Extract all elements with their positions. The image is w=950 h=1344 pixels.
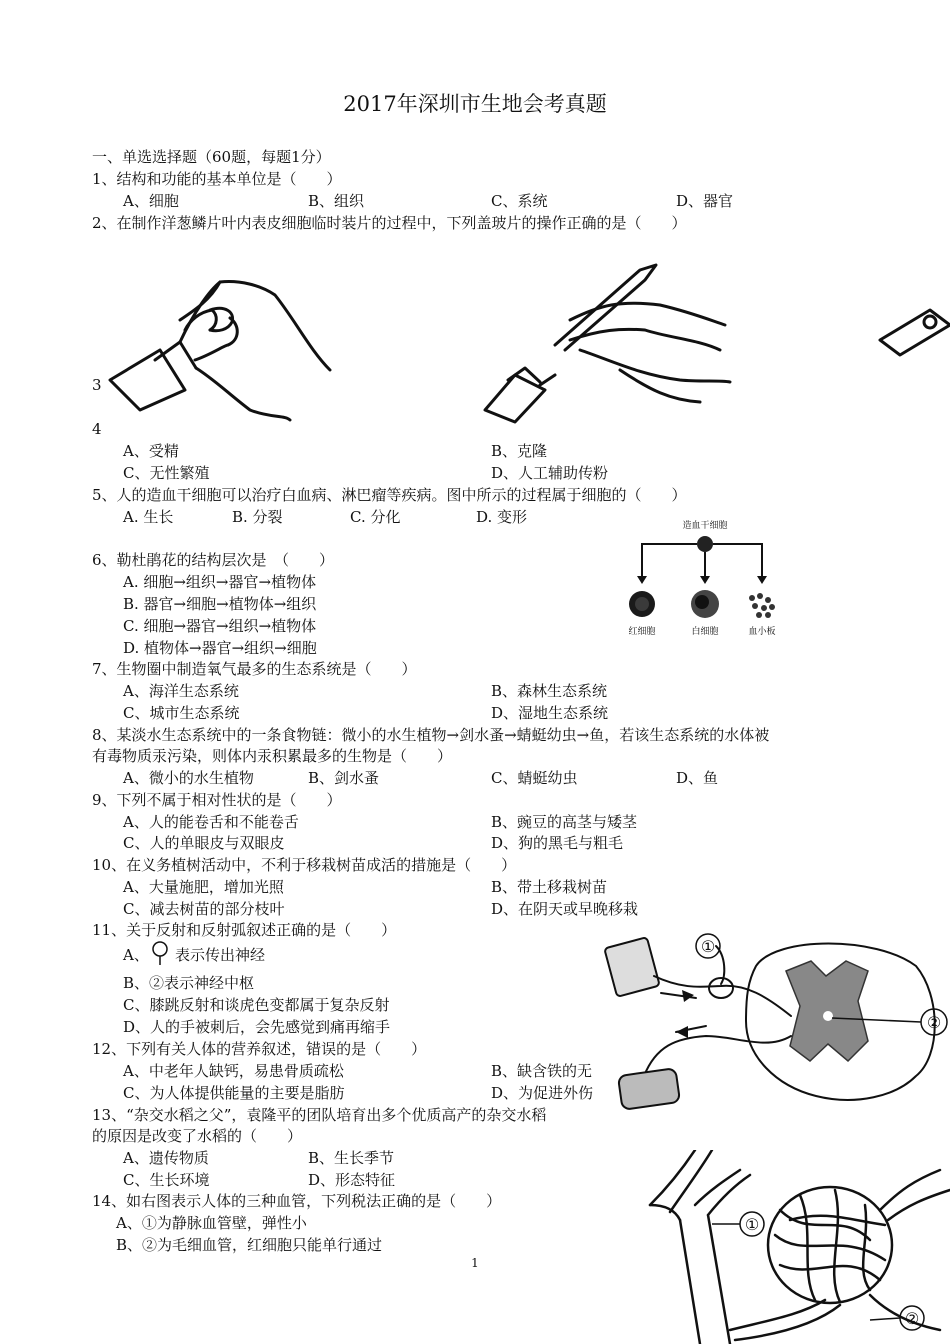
- q6-option-d: D. 植物体→器官→组织→细胞: [123, 639, 317, 657]
- section-heading: 一、单选选择题（60题，每题1分）: [92, 148, 331, 166]
- q13-option-b: B、生长季节: [308, 1149, 395, 1167]
- q9-option-a: A、人的能卷舌和不能卷舌: [123, 813, 299, 831]
- vessel-label-2: ②: [904, 1309, 920, 1328]
- q8-option-d: D、鱼: [676, 769, 719, 787]
- q10-option-a: A、大量施肥，增加光照: [123, 878, 284, 896]
- question-8-stem-line2: 有毒物质汞污染，则体内汞积累最多的生物是（ ）: [92, 747, 453, 765]
- q11-option-b: B、②表示神经中枢: [123, 974, 255, 992]
- question-13-stem-line1: 13、“杂交水稻之父”，袁隆平的团队培育出多个优质高产的杂交水稻: [92, 1106, 547, 1124]
- q1-option-d: D、器官: [676, 192, 734, 210]
- q13-option-a: A、遗传物质: [123, 1149, 209, 1167]
- q9-option-c: C、人的单眼皮与双眼皮: [123, 834, 285, 852]
- q7-option-b: B、森林生态系统: [491, 682, 608, 700]
- q10-option-c: C、减去树苗的部分枝叶: [123, 900, 285, 918]
- q6-option-a: A. 细胞→组织→器官→植物体: [123, 573, 317, 591]
- q14-option-a: A、①为静脉血管壁，弹性小: [116, 1214, 307, 1232]
- red-cell-label: 红细胞: [628, 627, 656, 637]
- reflex-label-2: ②: [926, 1013, 942, 1032]
- q7-option-c: C、城市生态系统: [123, 704, 240, 722]
- question-12-stem: 12、下列有关人体的营养叙述，错误的是（ ）: [92, 1040, 427, 1058]
- q8-option-b: B、剑水蚤: [308, 769, 380, 787]
- question-3-number: 3: [92, 376, 102, 394]
- q9-option-b: B、豌豆的高茎与矮茎: [491, 813, 638, 831]
- question-13-stem-line2: 的原因是改变了水稻的（ ）: [92, 1127, 303, 1145]
- slide-partial: [880, 310, 950, 355]
- q12-option-d: D、为促进外伤: [491, 1084, 594, 1102]
- q8-option-c: C、蜻蜓幼虫: [491, 769, 578, 787]
- q5-option-c: C. 分化: [350, 508, 401, 526]
- question-5-stem: 5、人的造血干细胞可以治疗白血病、淋巴瘤等疾病。图中所示的过程属于细胞的（ ）: [92, 486, 687, 504]
- q10-option-b: B、带土移栽树苗: [491, 878, 608, 896]
- question-1-stem: 1、结构和功能的基本单位是（ ）: [92, 170, 342, 188]
- q5-option-b: B. 分裂: [232, 508, 283, 526]
- effector: [618, 1068, 680, 1110]
- q1-option-c: C、系统: [491, 192, 548, 210]
- q6-option-c: C. 细胞→器官→组织→植物体: [123, 617, 317, 635]
- q4-option-c: C、无性繁殖: [123, 464, 210, 482]
- question-2-stem: 2、在制作洋葱鳞片叶内表皮细胞临时装片的过程中，下列盖玻片的操作正确的是（ ）: [92, 214, 687, 232]
- vessel-1: [680, 1220, 700, 1344]
- question-8-stem-line1: 8、某淡水生态系统中的一条食物链：微小的水生植物→剑水蚤→蜻蜓幼虫→鱼，若该生态系统的水体被: [92, 726, 770, 744]
- question-7-stem: 7、生物圈中制造氧气最多的生态系统是（ ）: [92, 660, 417, 678]
- q11-option-d: D、人的手被刺后，会先感觉到痛再缩手: [123, 1018, 391, 1036]
- q11-option-c: C、膝跳反射和谈虎色变都属于复杂反射: [123, 996, 390, 1014]
- slide-left: [110, 350, 185, 410]
- question-9-stem: 9、下列不属于相对性状的是（ ）: [92, 791, 342, 809]
- page-number: 1: [471, 1256, 479, 1270]
- q7-option-d: D、湿地生态系统: [491, 704, 609, 722]
- reflex-label-1: ①: [700, 937, 716, 956]
- vessel-label-1: ①: [744, 1215, 760, 1234]
- q1-option-b: B、组织: [308, 192, 365, 210]
- blood-vessel-figure: [640, 1150, 950, 1344]
- reflex-arc-figure: [596, 926, 950, 1116]
- q8-option-a: A、微小的水生植物: [123, 769, 254, 787]
- q12-option-c: C、为人体提供能量的主要是脂肪: [123, 1084, 345, 1102]
- q12-option-b: B、缺含铁的无: [491, 1062, 593, 1080]
- q1-option-a: A、细胞: [123, 192, 179, 210]
- platelets: [749, 593, 775, 618]
- page-title: 2017年深圳市生地会考真题: [343, 92, 607, 116]
- q4-option-d: D、人工辅助传粉: [491, 464, 609, 482]
- question-10-stem: 10、在义务植树活动中，不利于移栽树苗成活的措施是（ ）: [92, 856, 517, 874]
- q9-option-d: D、狗的黑毛与粗毛: [491, 834, 624, 852]
- question-4-number: 4: [92, 420, 102, 438]
- stem-cell-label: 造血干细胞: [682, 521, 728, 531]
- stem-cell: [697, 536, 713, 552]
- q4-option-b: B、克隆: [491, 442, 548, 460]
- question-6-stem: 6、勒杜鹃花的结构层次是 （ ）: [92, 551, 335, 569]
- q13-option-d: D、形态特征: [308, 1171, 396, 1189]
- stem-cell-figure: [620, 516, 790, 646]
- white-cell-label: 白细胞: [691, 627, 719, 637]
- coverslip-figure: [100, 250, 950, 440]
- q11-option-a-prefix: A、: [123, 946, 149, 964]
- q7-option-a: A、海洋生态系统: [123, 682, 239, 700]
- q4-option-a: A、受精: [123, 442, 179, 460]
- slide-right: [485, 375, 545, 422]
- q6-option-b: B. 器官→细胞→植物体→组织: [123, 595, 317, 613]
- q11-option-a: 表示传出神经: [175, 946, 266, 964]
- q5-option-a: A. 生长: [123, 508, 174, 526]
- q13-option-c: C、生长环境: [123, 1171, 210, 1189]
- q12-option-a: A、中老年人缺钙，易患骨质疏松: [123, 1062, 344, 1080]
- q5-option-d: D. 变形: [476, 508, 528, 526]
- platelet-label: 血小板: [748, 627, 776, 637]
- receptor-symbol-icon: [148, 940, 174, 966]
- q14-option-b: B、②为毛细血管，红细胞只能单行通过: [116, 1236, 383, 1254]
- branch-upper: [650, 1150, 695, 1205]
- q10-option-d: D、在阴天或早晚移栽: [491, 900, 639, 918]
- question-11-stem: 11、关于反射和反射弧叙述正确的是（ ）: [92, 921, 397, 939]
- question-14-stem: 14、如右图表示人体的三种血管，下列税法正确的是（ ）: [92, 1192, 502, 1210]
